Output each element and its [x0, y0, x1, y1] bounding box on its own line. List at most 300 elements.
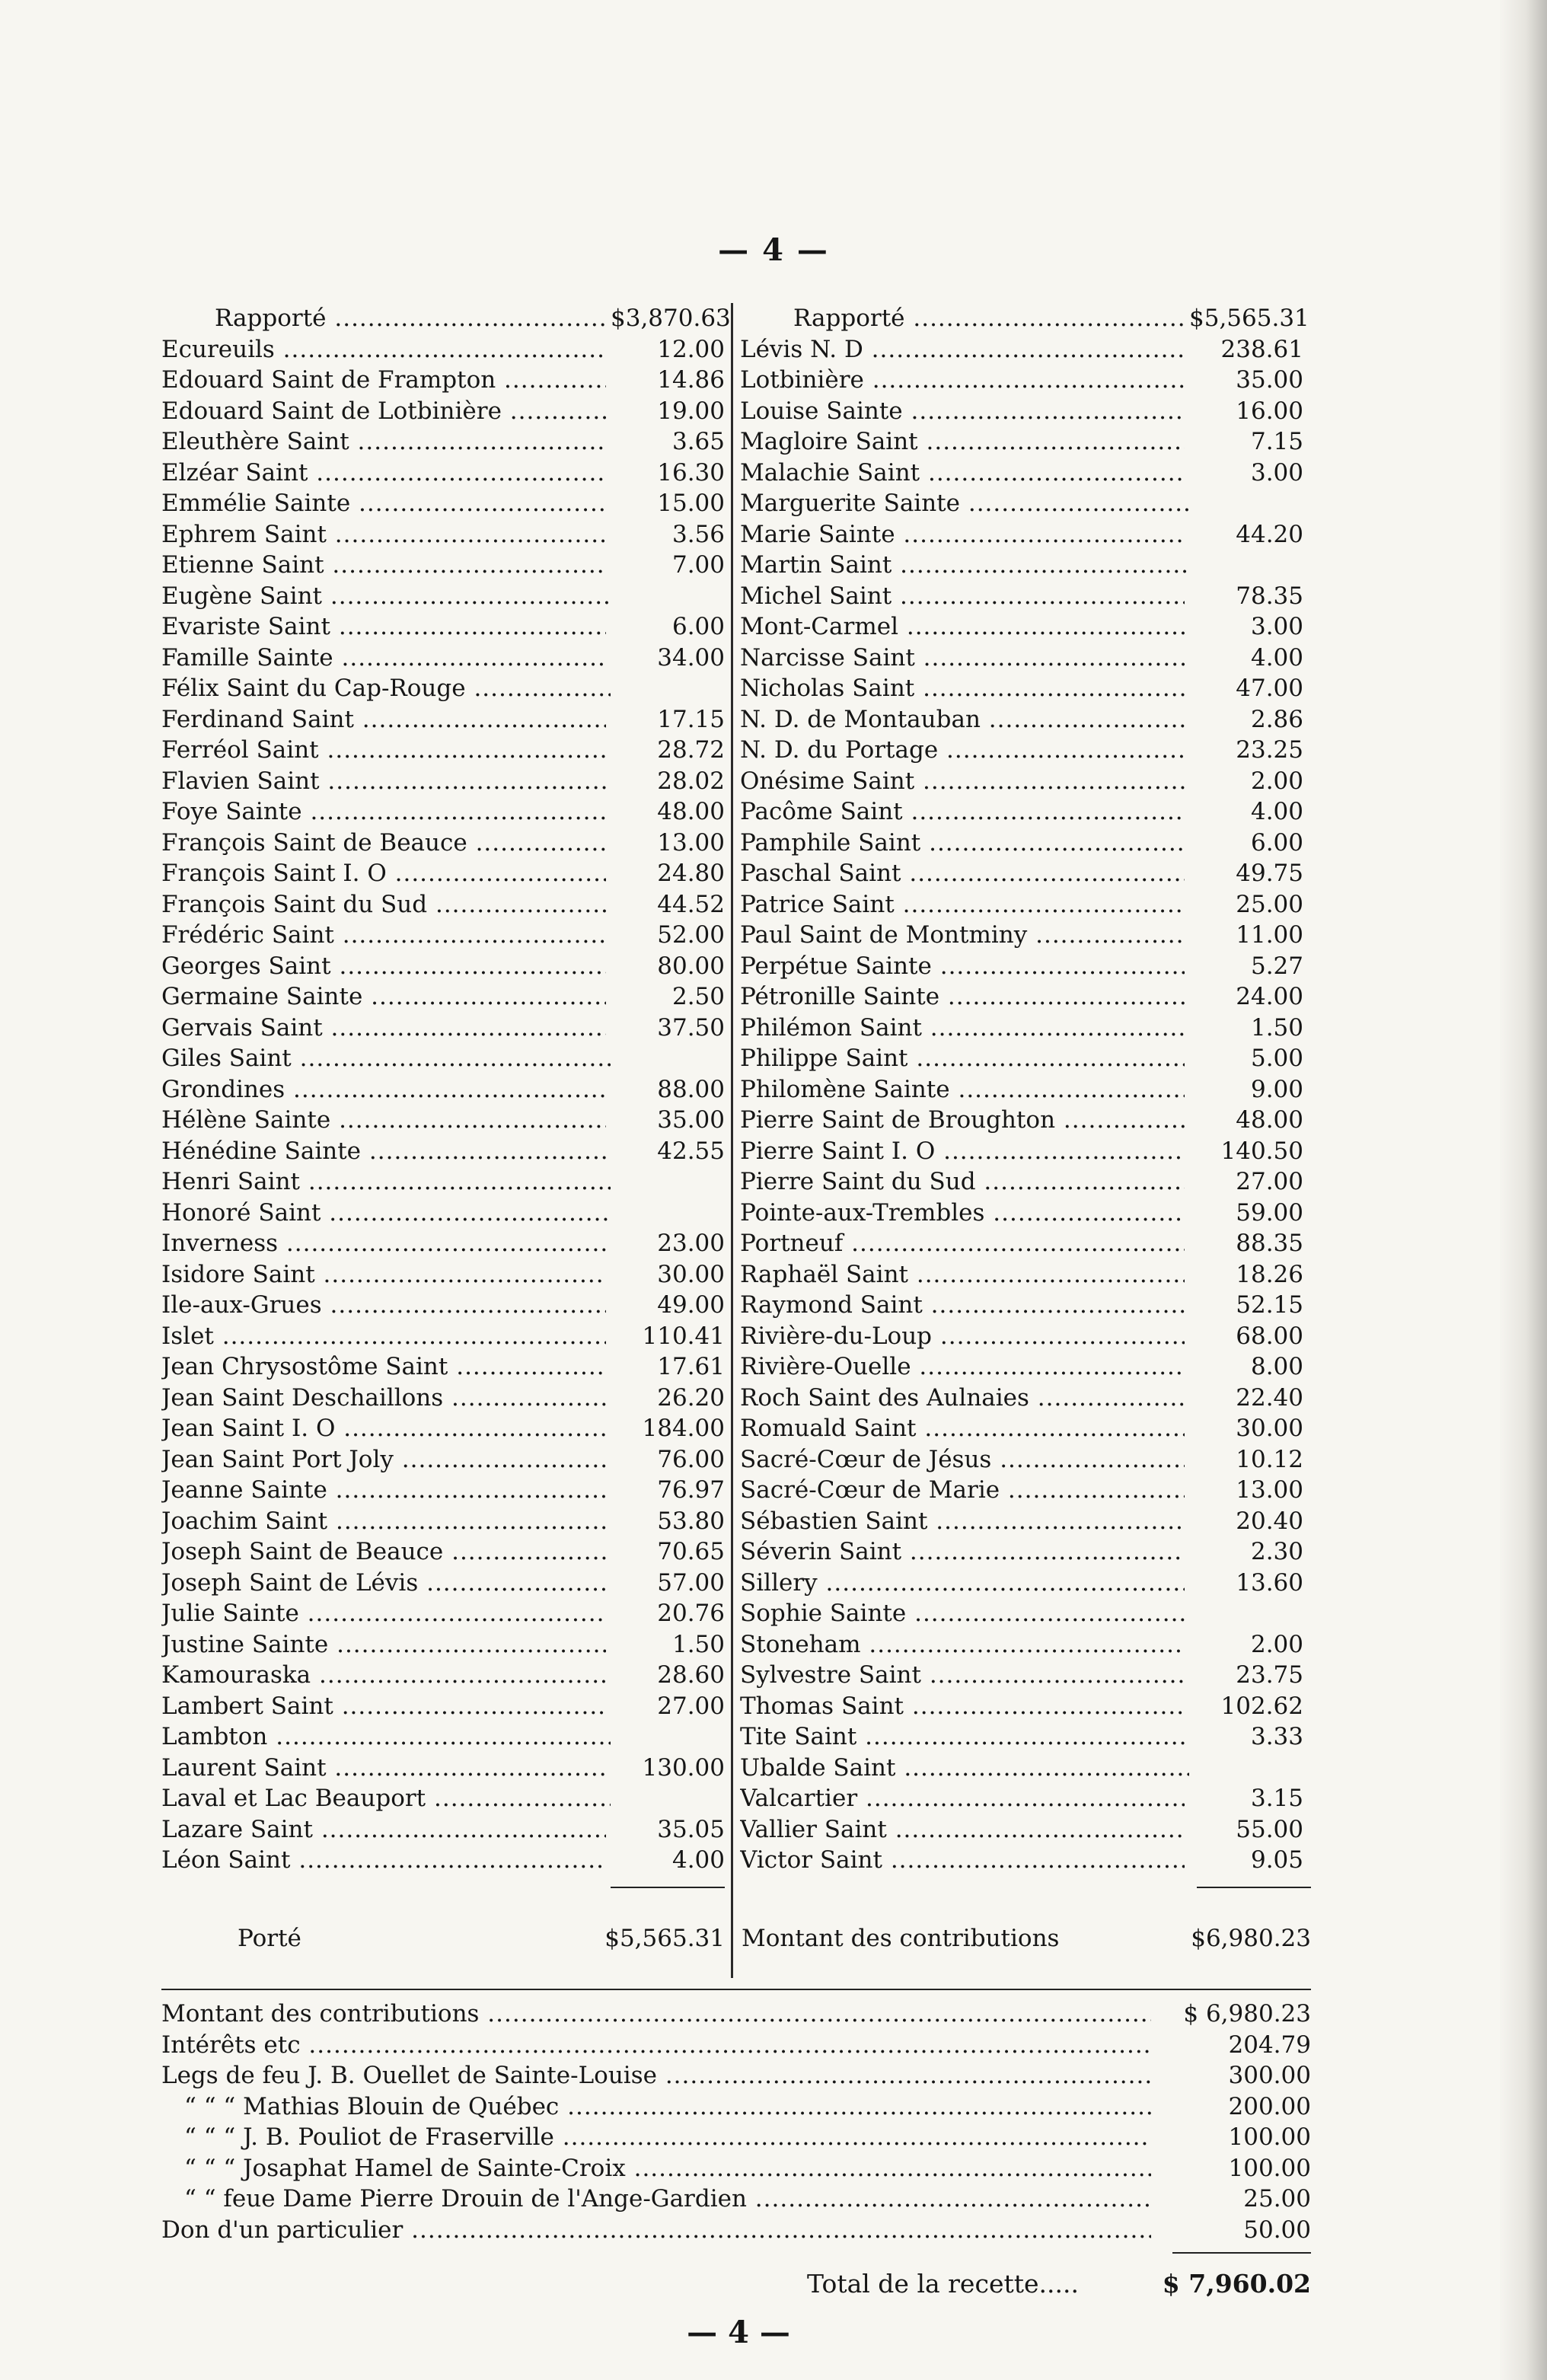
contribution-amount: 17.15 — [606, 704, 725, 735]
contribution-amount: 80.00 — [606, 951, 725, 982]
table-row — [740, 426, 1303, 458]
parish-name: Laurent Saint ..... — [161, 1753, 611, 1784]
parish-name: Perpétue Sainte ..... — [740, 951, 1189, 982]
summary-amount: 300.00 — [1151, 2060, 1311, 2091]
contribution-amount: 17.61 — [606, 1351, 725, 1383]
contribution-amount: 35.00 — [1185, 365, 1303, 396]
contribution-amount: 24.80 — [606, 858, 725, 889]
contribution-amount: 23.00 — [606, 1228, 725, 1259]
table-row — [740, 951, 1303, 982]
table-row — [740, 519, 1303, 550]
table-row — [161, 1136, 725, 1167]
table-row — [161, 1413, 725, 1444]
contribution-amount: 7.00 — [606, 550, 725, 581]
parish-name: Malachie Saint ..... — [740, 458, 1189, 489]
contribution-amount: 35.05 — [606, 1814, 725, 1846]
contribution-amount: 130.00 — [606, 1753, 725, 1784]
table-row — [161, 334, 725, 365]
contribution-amount: 48.00 — [1185, 1105, 1303, 1136]
parish-name: Martin Saint ..... — [740, 550, 1189, 581]
parish-name: Inverness ..... — [161, 1228, 611, 1259]
parish-name: Eugène Saint ..... — [161, 581, 611, 612]
parish-name: Isidore Saint ..... — [161, 1259, 611, 1290]
table-row — [161, 1475, 725, 1506]
parish-name: Ile-aux-Grues ..... — [161, 1290, 611, 1321]
contribution-amount: 13.60 — [1185, 1568, 1303, 1599]
summary-label: Intérêts etc ..... — [161, 2030, 1151, 2061]
table-row — [740, 1536, 1303, 1568]
contribution-amount: 52.00 — [606, 920, 725, 951]
contribution-amount: 2.00 — [1185, 766, 1303, 797]
contribution-amount: 6.00 — [1185, 828, 1303, 859]
contribution-amount: 4.00 — [1185, 796, 1303, 828]
parish-name: Léon Saint ..... — [161, 1845, 611, 1876]
right-column — [740, 303, 1309, 1876]
summary-amount: 25.00 — [1151, 2184, 1311, 2215]
summary-label: “ “ feue Dame Pierre Drouin de l'Ange-Gardien ..... — [161, 2184, 1174, 2215]
parish-name: Portneuf ..... — [740, 1228, 1189, 1259]
contribution-amount: 23.75 — [1185, 1660, 1303, 1691]
table-row — [161, 673, 725, 704]
parish-name: Hénédine Sainte ..... — [161, 1136, 611, 1167]
table-row — [740, 1413, 1303, 1444]
contribution-amount: 3.65 — [606, 426, 725, 458]
summary-label: “ “ “ J. B. Pouliot de Fraserville ..... — [161, 2122, 1174, 2153]
contribution-amount: 44.52 — [606, 889, 725, 920]
table-row — [740, 1721, 1303, 1753]
contribution-amount: 6.00 — [606, 611, 725, 643]
parish-name: Philomène Sainte ..... — [740, 1074, 1189, 1105]
table-row — [161, 1105, 725, 1136]
table-row — [740, 1660, 1303, 1691]
summary-amount: $ 6,980.23 — [1151, 1999, 1311, 2030]
contribution-amount: 68.00 — [1185, 1321, 1303, 1352]
contribution-amount: 140.50 — [1185, 1136, 1303, 1167]
summary-row — [161, 2184, 1311, 2215]
table-row — [161, 1598, 725, 1629]
table-row — [161, 1013, 725, 1044]
parish-name: Ferdinand Saint ..... — [161, 704, 611, 735]
table-row — [161, 1629, 725, 1661]
table-row — [161, 426, 725, 458]
table-row — [161, 1660, 725, 1691]
parish-name: Pétronille Sainte ..... — [740, 981, 1189, 1013]
parish-name: Stoneham ..... — [740, 1629, 1189, 1661]
parish-name: Justine Sainte ..... — [161, 1629, 611, 1661]
parish-name: Rivière-Ouelle ..... — [740, 1351, 1189, 1383]
contribution-amount: 15.00 — [606, 488, 725, 519]
table-row — [161, 1568, 725, 1599]
contribution-amount: 30.00 — [606, 1259, 725, 1290]
table-row — [161, 1845, 725, 1876]
table-row — [740, 1321, 1303, 1352]
table-row — [740, 1783, 1303, 1814]
parish-name: Lévis N. D ..... — [740, 334, 1189, 365]
summary-row — [161, 2122, 1311, 2153]
parish-name: Lazare Saint ..... — [161, 1814, 611, 1846]
table-row — [161, 735, 725, 766]
parish-name: Emmélie Sainte ..... — [161, 488, 611, 519]
contribution-amount: 238.61 — [1185, 334, 1303, 365]
contribution-amount: 1.50 — [1185, 1013, 1303, 1044]
parish-name: Pacôme Saint ..... — [740, 796, 1189, 828]
parish-name: Julie Sainte ..... — [161, 1598, 611, 1629]
contribution-amount: 19.00 — [606, 396, 725, 427]
contribution-amount: 42.55 — [606, 1136, 725, 1167]
table-row — [161, 365, 725, 396]
contribution-amount: 9.05 — [1185, 1845, 1303, 1876]
summary-amount: 100.00 — [1151, 2153, 1311, 2184]
contribution-amount: 53.80 — [606, 1506, 725, 1537]
total-label: Total de la recette..... — [807, 2269, 1079, 2299]
parish-name: Kamouraska ..... — [161, 1660, 611, 1691]
contribution-amount: 49.75 — [1185, 858, 1303, 889]
table-row — [161, 1691, 725, 1722]
contribution-amount: 25.00 — [1185, 889, 1303, 920]
table-row — [740, 920, 1303, 951]
table-row — [740, 828, 1303, 859]
total-rule — [1172, 2252, 1311, 2254]
parish-name: François Saint du Sud ..... — [161, 889, 611, 920]
contribution-amount: 110.41 — [606, 1321, 725, 1352]
parish-name: Mont-Carmel ..... — [740, 611, 1189, 643]
table-row — [740, 1228, 1303, 1259]
parish-name: Eleuthère Saint ..... — [161, 426, 611, 458]
table-row — [161, 1721, 725, 1753]
contribution-amount: 5.00 — [1185, 1043, 1303, 1074]
contribution-amount: 28.72 — [606, 735, 725, 766]
table-row — [161, 858, 725, 889]
contribution-amount: 59.00 — [1185, 1198, 1303, 1229]
summary-label: “ “ “ Josaphat Hamel de Sainte-Croix ..... — [161, 2153, 1174, 2184]
parish-name: Narcisse Saint ..... — [740, 643, 1189, 674]
summary-amount: 204.79 — [1151, 2030, 1311, 2061]
parish-name: Sébastien Saint ..... — [740, 1506, 1189, 1537]
parish-name: Roch Saint des Aulnaies ..... — [740, 1383, 1189, 1414]
contribution-amount: 2.30 — [1185, 1536, 1303, 1568]
table-row — [161, 920, 725, 951]
parish-name: Ubalde Saint ..... — [740, 1753, 1189, 1784]
contribution-amount: 30.00 — [1185, 1413, 1303, 1444]
contribution-amount: 2.86 — [1185, 704, 1303, 735]
table-row — [740, 458, 1303, 489]
table-row — [740, 334, 1303, 365]
contribution-amount: 88.00 — [606, 1074, 725, 1105]
contribution-amount: 5.27 — [1185, 951, 1303, 982]
contribution-amount: 52.15 — [1185, 1290, 1303, 1321]
parish-name: Joseph Saint de Lévis ..... — [161, 1568, 611, 1599]
table-row — [740, 550, 1303, 581]
table-row — [740, 796, 1303, 828]
table-row — [161, 1753, 725, 1784]
table-row — [740, 1290, 1303, 1321]
table-row — [161, 643, 725, 674]
contribution-amount: 37.50 — [606, 1013, 725, 1044]
contribution-amount: 35.00 — [606, 1105, 725, 1136]
table-row — [161, 766, 725, 797]
summary-top-rule — [161, 1989, 1311, 1990]
parish-name: Honoré Saint ..... — [161, 1198, 611, 1229]
contribution-amount: 49.00 — [606, 1290, 725, 1321]
table-row — [740, 581, 1303, 612]
contribution-amount: 2.00 — [1185, 1629, 1303, 1661]
contribution-amount: 76.97 — [606, 1475, 725, 1506]
contribution-amount: 34.00 — [606, 643, 725, 674]
page-number-top: — 4 — — [718, 232, 829, 268]
right-carried-forward-row — [740, 303, 1309, 334]
parish-name: Lambton ..... — [161, 1721, 611, 1753]
parish-name: Jean Saint Deschaillons ..... — [161, 1383, 611, 1414]
left-sum-rule — [611, 1887, 725, 1888]
contribution-amount: 76.00 — [606, 1444, 725, 1476]
table-row — [161, 1074, 725, 1105]
contribution-amount: 70.65 — [606, 1536, 725, 1568]
contribution-amount: 12.00 — [606, 334, 725, 365]
left-footer-amount: $5,565.31 — [604, 1925, 725, 1952]
parish-name: Islet ..... — [161, 1321, 611, 1352]
summary-label: Don d'un particulier ..... — [161, 2215, 1151, 2246]
contribution-amount: 9.00 — [1185, 1074, 1303, 1105]
contribution-amount: 28.02 — [606, 766, 725, 797]
parish-name: Pierre Saint I. O ..... — [740, 1136, 1189, 1167]
contribution-amount: 8.00 — [1185, 1351, 1303, 1383]
parish-name: Tite Saint ..... — [740, 1721, 1189, 1753]
table-row — [161, 519, 725, 550]
summary-row — [161, 2153, 1311, 2184]
contribution-amount: 10.12 — [1185, 1444, 1303, 1476]
parish-name: Pointe-aux-Trembles ..... — [740, 1198, 1189, 1229]
table-row — [740, 396, 1303, 427]
table-row — [740, 1845, 1303, 1876]
table-row — [161, 1444, 725, 1476]
contribution-amount: 184.00 — [606, 1413, 725, 1444]
table-row — [740, 735, 1303, 766]
parish-name: Georges Saint ..... — [161, 951, 611, 982]
table-row — [740, 611, 1303, 643]
table-row — [161, 1259, 725, 1290]
contribution-amount: 27.00 — [1185, 1166, 1303, 1198]
contribution-amount: 2.50 — [606, 981, 725, 1013]
table-row — [161, 1783, 725, 1814]
table-row — [740, 1814, 1303, 1846]
parish-name: Philémon Saint ..... — [740, 1013, 1189, 1044]
parish-name: Flavien Saint ..... — [161, 766, 611, 797]
table-row — [740, 1383, 1303, 1414]
table-row — [740, 673, 1303, 704]
table-row — [740, 704, 1303, 735]
table-row — [740, 1598, 1303, 1629]
contribution-amount: 102.62 — [1185, 1691, 1303, 1722]
parish-name: Elzéar Saint ..... — [161, 458, 611, 489]
parish-name: Félix Saint du Cap-Rouge ..... — [161, 673, 611, 704]
contribution-amount: 57.00 — [606, 1568, 725, 1599]
right-footer-amount: $6,980.23 — [1191, 1925, 1311, 1952]
contribution-amount: 11.00 — [1185, 920, 1303, 951]
table-row — [740, 858, 1303, 889]
table-row — [161, 458, 725, 489]
contribution-amount: 13.00 — [1185, 1475, 1303, 1506]
parish-name: Philippe Saint ..... — [740, 1043, 1189, 1074]
table-row — [161, 611, 725, 643]
parish-name: Vallier Saint ..... — [740, 1814, 1189, 1846]
right-carried-amount: $5,565.31 — [1185, 303, 1303, 334]
table-row — [161, 581, 725, 612]
parish-name: Edouard Saint de Frampton ..... — [161, 365, 611, 396]
parish-name: Magloire Saint ..... — [740, 426, 1189, 458]
left-carried-forward-row — [161, 303, 731, 334]
summary-row — [161, 2091, 1311, 2123]
contribution-amount: 14.86 — [606, 365, 725, 396]
parish-name: Marie Sainte ..... — [740, 519, 1189, 550]
table-row — [740, 1351, 1303, 1383]
parish-name: Onésime Saint ..... — [740, 766, 1189, 797]
table-row — [740, 1013, 1303, 1044]
contribution-amount: 48.00 — [606, 796, 725, 828]
contribution-amount: 55.00 — [1185, 1814, 1303, 1846]
table-row — [161, 889, 725, 920]
table-row — [161, 1536, 725, 1568]
parish-name: Evariste Saint ..... — [161, 611, 611, 643]
parish-name: Jean Saint I. O ..... — [161, 1413, 611, 1444]
table-row — [740, 1506, 1303, 1537]
table-row — [740, 1166, 1303, 1198]
parish-name: Joseph Saint de Beauce ..... — [161, 1536, 611, 1568]
parish-name: Henri Saint ..... — [161, 1166, 611, 1198]
parish-name: Sacré-Cœur de Jésus ..... — [740, 1444, 1189, 1476]
parish-name: Paul Saint de Montminy ..... — [740, 920, 1189, 951]
left-footer-label: Porté — [238, 1925, 301, 1952]
contribution-amount: 13.00 — [606, 828, 725, 859]
table-row — [740, 1444, 1303, 1476]
summary-amount: 200.00 — [1151, 2091, 1311, 2123]
table-row — [740, 1475, 1303, 1506]
parish-name: Séverin Saint ..... — [740, 1536, 1189, 1568]
table-row — [740, 1136, 1303, 1167]
table-row — [740, 1198, 1303, 1229]
summary-row — [161, 2030, 1311, 2061]
receipts-summary — [161, 1999, 1311, 2245]
summary-amount: 100.00 — [1151, 2122, 1311, 2153]
table-row — [740, 766, 1303, 797]
parish-name: Lambert Saint ..... — [161, 1691, 611, 1722]
table-row — [161, 1321, 725, 1352]
table-row — [161, 1290, 725, 1321]
table-row — [161, 1506, 725, 1537]
contribution-amount: 3.56 — [606, 519, 725, 550]
parish-name: Edouard Saint de Lotbinière ..... — [161, 396, 611, 427]
page-number-bottom: — 4 — — [687, 2315, 790, 2350]
contribution-amount: 18.26 — [1185, 1259, 1303, 1290]
parish-name: Ferréol Saint ..... — [161, 735, 611, 766]
column-divider — [731, 303, 733, 1978]
contribution-amount: 3.15 — [1185, 1783, 1303, 1814]
contribution-amount: 3.00 — [1185, 458, 1303, 489]
parish-name: Germaine Sainte ..... — [161, 981, 611, 1013]
table-row — [161, 1198, 725, 1229]
contributions-table — [161, 303, 1311, 1978]
contribution-amount: 16.30 — [606, 458, 725, 489]
parish-name: Raymond Saint ..... — [740, 1290, 1189, 1321]
parish-name: Marguerite Sainte ..... — [740, 488, 1189, 519]
parish-name: Sylvestre Saint ..... — [740, 1660, 1189, 1691]
contribution-amount: 20.40 — [1185, 1506, 1303, 1537]
contribution-amount: 44.20 — [1185, 519, 1303, 550]
table-row — [161, 1351, 725, 1383]
parish-name: Louise Sainte ..... — [740, 396, 1189, 427]
parish-name: Pierre Saint du Sud ..... — [740, 1166, 1189, 1198]
parish-name: Pamphile Saint ..... — [740, 828, 1189, 859]
left-carried-amount: $3,870.63 — [606, 303, 725, 334]
parish-name: Rivière-du-Loup ..... — [740, 1321, 1189, 1352]
contribution-amount: 23.25 — [1185, 735, 1303, 766]
parish-name: François Saint de Beauce ..... — [161, 828, 611, 859]
table-row — [161, 1814, 725, 1846]
contribution-amount: 24.00 — [1185, 981, 1303, 1013]
parish-name: François Saint I. O ..... — [161, 858, 611, 889]
table-row — [161, 981, 725, 1013]
parish-name: Ephrem Saint ..... — [161, 519, 611, 550]
parish-name: N. D. du Portage ..... — [740, 735, 1189, 766]
parish-name: Jean Chrysostôme Saint ..... — [161, 1351, 611, 1383]
table-row — [161, 796, 725, 828]
table-row — [740, 1691, 1303, 1722]
summary-label: “ “ “ Mathias Blouin de Québec ..... — [161, 2091, 1174, 2123]
table-row — [161, 396, 725, 427]
contribution-amount: 4.00 — [1185, 643, 1303, 674]
left-column — [161, 303, 731, 1876]
contribution-amount: 3.00 — [1185, 611, 1303, 643]
table-row — [161, 1228, 725, 1259]
table-row — [161, 1166, 725, 1198]
left-carried-label: Rapporté ..... — [161, 303, 664, 334]
parish-name: Michel Saint ..... — [740, 581, 1189, 612]
parish-name: Jean Saint Port Joly ..... — [161, 1444, 611, 1476]
parish-name: Ecureuils ..... — [161, 334, 611, 365]
parish-name: Raphaël Saint ..... — [740, 1259, 1189, 1290]
contribution-amount: 22.40 — [1185, 1383, 1303, 1414]
summary-row — [161, 2215, 1311, 2246]
contribution-amount: 4.00 — [606, 1845, 725, 1876]
table-row — [740, 981, 1303, 1013]
parish-name: Paschal Saint ..... — [740, 858, 1189, 889]
contribution-amount: 1.50 — [606, 1629, 725, 1661]
contribution-amount: 47.00 — [1185, 673, 1303, 704]
page-edge-shadow — [1500, 0, 1547, 2380]
table-row — [740, 889, 1303, 920]
parish-name: Gervais Saint ..... — [161, 1013, 611, 1044]
table-row — [740, 1629, 1303, 1661]
parish-name: Sophie Sainte ..... — [740, 1598, 1189, 1629]
summary-amount: 50.00 — [1151, 2215, 1311, 2246]
table-row — [740, 643, 1303, 674]
contribution-amount: 28.60 — [606, 1660, 725, 1691]
parish-name: Valcartier ..... — [740, 1783, 1189, 1814]
parish-name: Lotbinière ..... — [740, 365, 1189, 396]
contribution-amount: 78.35 — [1185, 581, 1303, 612]
table-row — [161, 1043, 725, 1074]
contribution-amount: 27.00 — [606, 1691, 725, 1722]
parish-name: Sillery ..... — [740, 1568, 1189, 1599]
summary-label: Montant des contributions ..... — [161, 1999, 1151, 2030]
parish-name: Laval et Lac Beauport ..... — [161, 1783, 611, 1814]
contribution-amount: 3.33 — [1185, 1721, 1303, 1753]
contribution-amount: 16.00 — [1185, 396, 1303, 427]
parish-name: Grondines ..... — [161, 1074, 611, 1105]
right-carried-label: Rapporté ..... — [740, 303, 1242, 334]
parish-name: Romuald Saint ..... — [740, 1413, 1189, 1444]
table-row — [740, 365, 1303, 396]
table-row — [740, 1753, 1303, 1784]
